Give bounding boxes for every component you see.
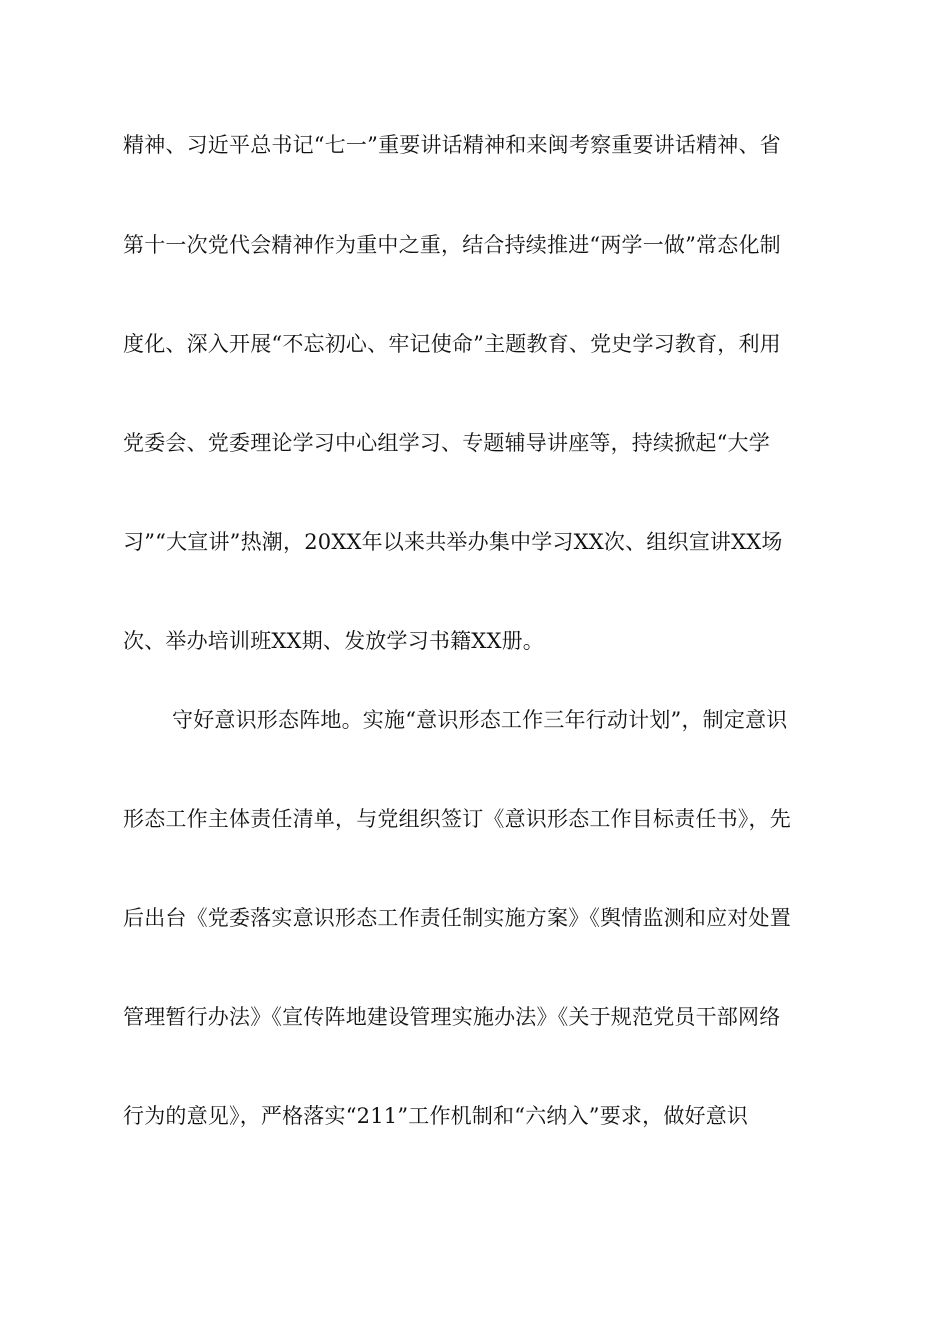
text-line: 行为的意见》，严格落实“211”工作机制和“六纳入”要求，做好意识 (123, 1104, 749, 1128)
text-line: 习”“大宣讲”热潮，20XX年以来共举办集中学习XX次、组织宣讲XX场 (123, 530, 783, 554)
text-line: 后出台《党委落实意识形态工作责任制实施方案》《舆情监测和应对处置 (123, 906, 791, 930)
text-line: 精神、习近平总书记“七一”重要讲话精神和来闽考察重要讲话精神、省 (123, 133, 781, 157)
text-line: 第十一次党代会精神作为重中之重，结合持续推进“两学一做”常态化制 (123, 233, 781, 257)
text-line: 度化、深入开展“不忘初心、牢记使命”主题教育、党史学习教育，利用 (123, 332, 781, 356)
text-line: 形态工作主体责任清单，与党组织签订《意识形态工作目标责任书》，先 (123, 807, 791, 831)
text-line: 管理暂行办法》《宣传阵地建设管理实施办法》《关于规范党员干部网络 (123, 1005, 781, 1029)
text-line: 党委会、党委理论学习中心组学习、专题辅导讲座等，持续掀起“大学 (123, 431, 770, 455)
paragraph-heading-line: 守好意识形态阵地。实施“意识形态工作三年行动计划”，制定意识 (172, 708, 788, 732)
text-line: 次、举办培训班XX期、发放学习书籍XX册。 (123, 629, 544, 653)
